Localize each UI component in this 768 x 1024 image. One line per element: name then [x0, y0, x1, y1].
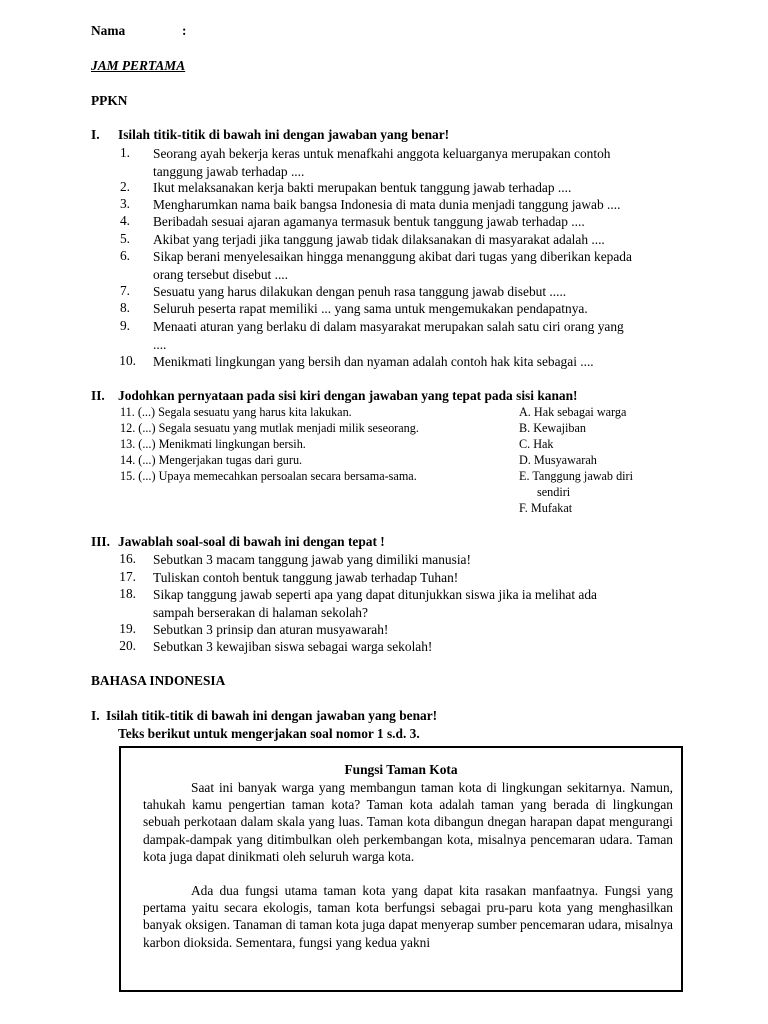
answer-option: D. Musyawarah: [519, 453, 597, 467]
question-text: Sikap berani menyelesaikan hingga menanggung akibat dari tugas yang diberikan kepada orang tersebut disebut ....: [153, 249, 632, 282]
question-text: Akibat yang terjadi jika tanggung jawab tidak dilaksanakan di masyarakat adalah ....: [153, 232, 605, 247]
question-number: 2.: [119, 179, 130, 194]
statement-item: 12. (...) Segala sesuatu yang mutlak menjadi milik seseorang.: [120, 421, 419, 435]
question-number: 7.: [119, 283, 130, 298]
question-text: Sebutkan 3 kewajiban siswa sebagai warga sekolah!: [153, 639, 433, 654]
question-text: Ikut melaksanakan kerja bakti merupakan bentuk tanggung jawab terhadap ....: [153, 180, 572, 195]
question-number: 8.: [119, 300, 130, 315]
question-number: 5.: [119, 231, 130, 246]
passage-paragraph: Ada dua fungsi utama taman kota yang dapat kita rasakan manfaatnya. Fungsi yang pertama yaitu secara ekologis, taman kota berfungsi sebagai pru-paru kota yang menghasilkan banyak oksigen. Tanaman di taman kota juga dapat menyerap sumber pencemaran udara, misalnya karbon dioksida. Sementara, fungsi yang kedua yakni: [143, 883, 673, 950]
passage-paragraph: Saat ini banyak warga yang membangun taman kota di lingkungan sekitarnya. Namun, tahukah kamu pengertian taman kota? Taman kota adalah taman yang berada di lingkungan sebuah perkotaan dalam skala yang luas. Taman kota dibangun dnegan harapan dapat mengurangi dampak-dampak yang ditimbulkan oleh perkembangan kota, misalnya pencemaran udara. Taman kota juga dapat dinikmati oleh seluruh warga kota.: [143, 780, 673, 864]
statement-item: 14. (...) Mengerjakan tugas dari guru.: [120, 453, 303, 467]
ppkn-s3-roman: III.: [91, 534, 110, 549]
question-number: 20.: [119, 638, 136, 653]
question-number: 18.: [119, 586, 136, 601]
question-text: Seluruh peserta rapat memiliki ... yang sama untuk mengemukakan pendapatnya.: [153, 301, 588, 316]
ppkn-s2-roman: II.: [91, 388, 105, 403]
answer-option: F. Mufakat: [519, 501, 573, 515]
matching-statements: [120, 404, 419, 484]
ppkn-s1-heading: Isilah titik-titik di bawah ini dengan jawaban yang benar!: [118, 127, 450, 142]
question-number: 19.: [119, 621, 136, 636]
answer-option: E. Tanggung jawab diri: [519, 469, 634, 483]
matching-answers: [519, 404, 633, 516]
statement-item: 11. (...) Segala sesuatu yang harus kita lakukan.: [120, 405, 352, 419]
statement-item: 13. (...) Menikmati lingkungan bersih.: [120, 437, 306, 451]
ppkn-s3-heading: Jawablah soal-soal di bawah ini dengan tepat !: [118, 534, 385, 549]
answer-option: B. Kewajiban: [519, 421, 587, 435]
question-text: Sebutkan 3 macam tanggung jawab yang dimiliki manusia!: [153, 552, 471, 567]
nama-label: Nama: [91, 23, 126, 38]
question-text: Seorang ayah bekerja keras untuk menafkahi anggota keluarganya merupakan contoh tanggung jawab terhadap ....: [153, 146, 611, 179]
question-text: Sikap tanggung jawab seperti apa yang dapat ditunjukkan siswa jika ia melihat ada sampah berserakan di halaman sekolah?: [153, 587, 597, 620]
bahasa-s1-heading: Isilah titik-titik di bawah ini dengan jawaban yang benar!: [106, 708, 438, 723]
bahasa-s1-roman: I.: [91, 708, 100, 723]
answer-option-continued: sendiri: [537, 485, 571, 499]
question-text: Tuliskan contoh bentuk tanggung jawab terhadap Tuhan!: [153, 570, 459, 585]
bahasa-title: BAHASA INDONESIA: [91, 673, 226, 688]
jam-pertama-heading: JAM PERTAMA: [91, 58, 186, 73]
question-text: Menikmati lingkungan yang bersih dan nyaman adalah contoh hak kita sebagai ....: [153, 354, 594, 369]
question-text: Menaati aturan yang berlaku di dalam masyarakat merupakan salah satu ciri orang yang ....: [153, 319, 624, 352]
question-number: 6.: [119, 248, 130, 263]
answer-option: C. Hak: [519, 437, 554, 451]
question-text: Sesuatu yang harus dilakukan dengan penuh rasa tanggung jawab disebut .....: [153, 284, 567, 299]
question-number: 17.: [119, 569, 136, 584]
question-number: 1.: [119, 145, 130, 160]
ppkn-s1-roman: I.: [91, 127, 100, 142]
statement-item: 15. (...) Upaya memecahkan persoalan secara bersama-sama.: [120, 469, 417, 483]
bahasa-s1-subheading: Teks berikut untuk mengerjakan soal nomor 1 s.d. 3.: [118, 726, 420, 741]
question-number: 10.: [119, 353, 136, 368]
ppkn-title: PPKN: [91, 93, 128, 108]
passage-title: Fungsi Taman Kota: [344, 762, 458, 777]
question-text: Beribadah sesuai ajaran agamanya termasuk bentuk tanggung jawab terhadap ....: [153, 214, 585, 229]
question-number: 4.: [119, 213, 130, 228]
reading-passage-box: [119, 746, 683, 992]
nama-colon: :: [182, 23, 187, 38]
question-text: Sebutkan 3 prinsip dan aturan musyawarah!: [153, 622, 389, 637]
question-number: 16.: [119, 551, 136, 566]
ppkn-s2-heading: Jodohkan pernyataan pada sisi kiri dengan jawaban yang tepat pada sisi kanan!: [118, 388, 578, 403]
answer-option: A. Hak sebagai warga: [519, 405, 627, 419]
question-number: 9.: [119, 318, 130, 333]
question-text: Mengharumkan nama baik bangsa Indonesia di mata dunia menjadi tanggung jawab ....: [153, 197, 621, 212]
question-number: 3.: [119, 196, 130, 211]
